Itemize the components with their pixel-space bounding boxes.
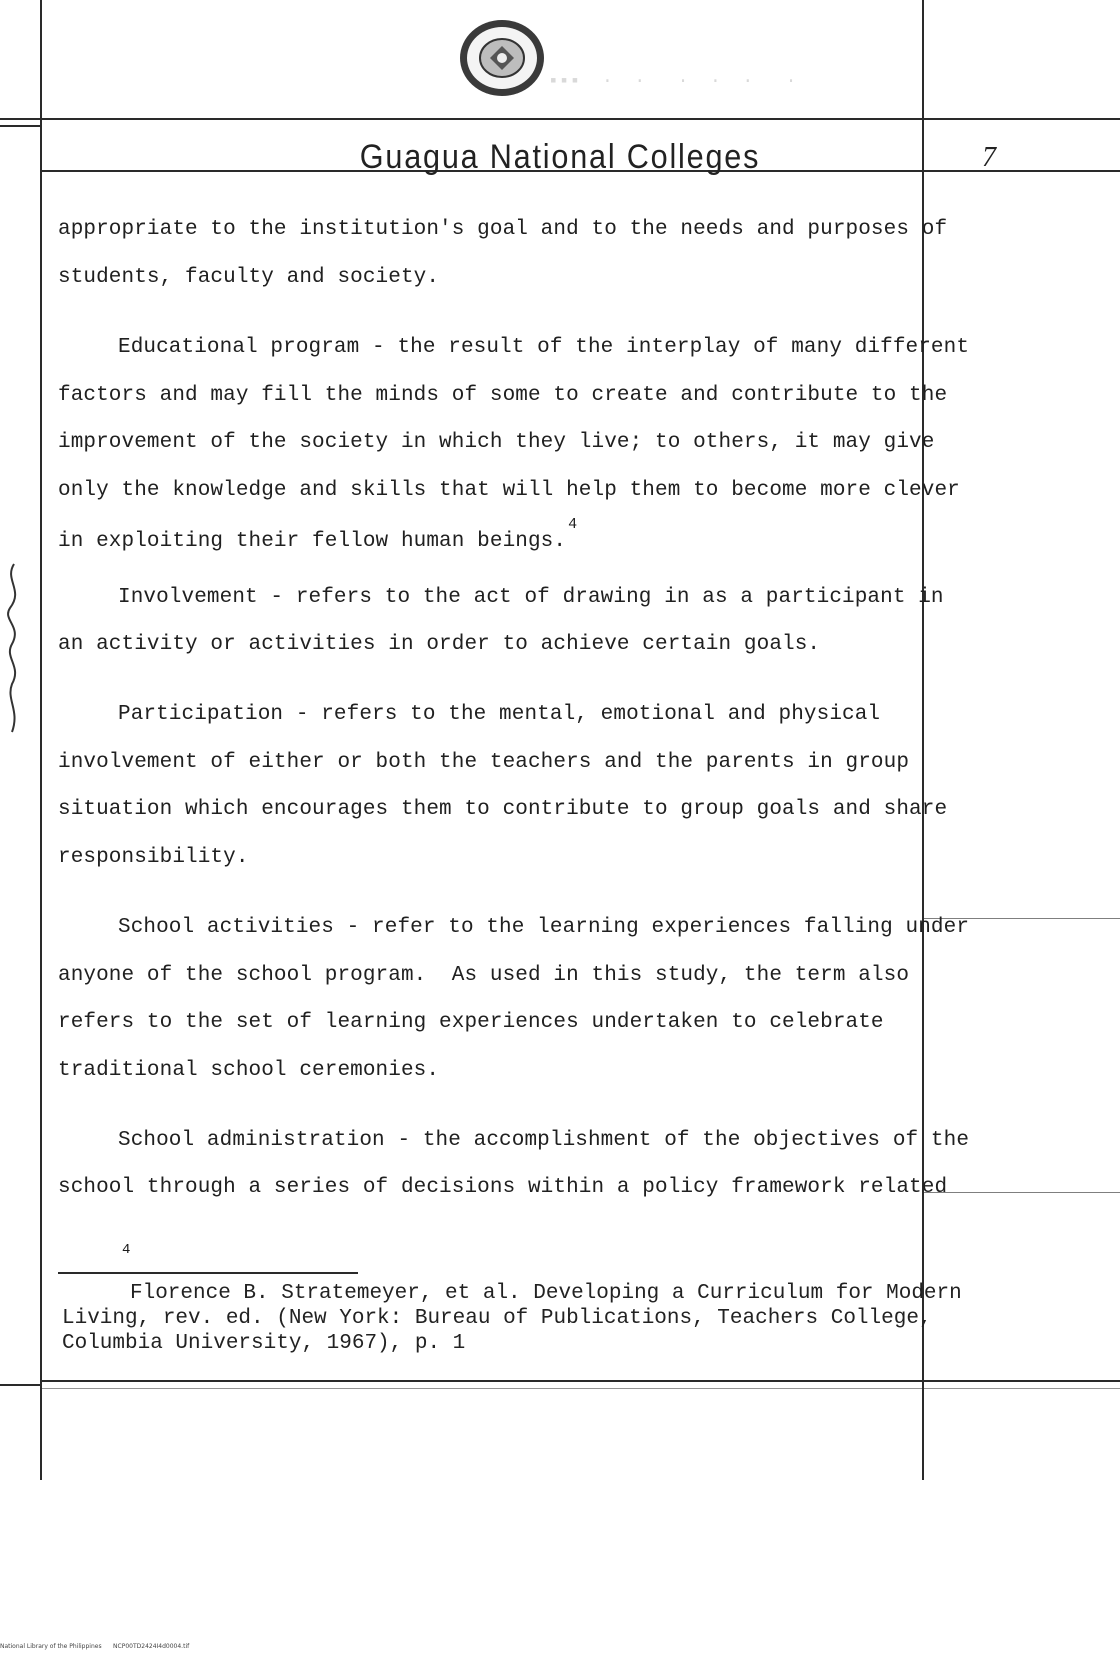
seal-lettering <box>0 0 14 1</box>
page-title: Guagua National Colleges <box>359 138 761 176</box>
footer-code: NCP00TD2424I4d0004.tif <box>113 1643 190 1650</box>
body-line: Participation - refers to the mental, emotional and physical <box>118 703 881 726</box>
handwritten-margin-mark-icon <box>0 560 30 740</box>
scan-footer <box>0 1643 189 1650</box>
footnote-line: Living, rev. ed. (New York: Bureau of Publications, Teachers College, <box>62 1307 932 1330</box>
left-margin-rule <box>40 0 42 1480</box>
footer-library: National Library of the Philippines <box>0 1643 102 1650</box>
footnote-divider <box>58 1272 358 1274</box>
body-line: anyone of the school program. As used in this study, the term also <box>58 964 910 987</box>
footnote-marker: 4 <box>122 1242 131 1258</box>
college-seal-icon <box>458 18 546 98</box>
body-line: Educational program - the result of the interplay of many different <box>118 336 970 359</box>
footnote-line: Florence B. Stratemeyer, et al. Developing a Curriculum for Modern <box>130 1282 962 1305</box>
body-line: refers to the set of learning experiences undertaken to celebrate <box>58 1011 884 1034</box>
body-line: students, faculty and society. <box>58 266 440 289</box>
body-line: traditional school ceremonies. <box>58 1059 440 1082</box>
left-stub-lower <box>0 1384 40 1386</box>
body-line: responsibility. <box>58 846 249 869</box>
footnote-reference: 4 <box>568 516 578 533</box>
body-line: involvement of either or both the teachers and the parents in group <box>58 751 910 774</box>
body-line: situation which encourages them to contribute to group goals and share <box>58 798 948 821</box>
body-line: school through a series of decisions within a policy framework related <box>58 1176 948 1199</box>
body-line-with-footnote <box>58 516 578 553</box>
body-line: an activity or activities in order to achieve certain goals. <box>58 633 821 656</box>
footer-rule-lower <box>40 1388 1120 1389</box>
bleed-through: ▪▪▪ · · · · · · <box>548 72 797 92</box>
body-line: only the knowledge and skills that will help them to become more clever <box>58 479 960 502</box>
body-line: appropriate to the institution's goal and to the needs and purposes of <box>58 218 948 241</box>
footnote-line: Columbia University, 1967), p. 1 <box>62 1332 466 1355</box>
body-line: School activities - refer to the learning experiences falling under <box>118 916 970 939</box>
footer-rule <box>40 1380 1120 1382</box>
right-stub-2 <box>924 1192 1120 1193</box>
body-line: in exploiting their fellow human beings. <box>58 530 567 553</box>
body-line: Involvement - refers to the act of drawing in as a participant in <box>118 586 944 609</box>
body-line: factors and may fill the minds of some to create and contribute to the <box>58 384 948 407</box>
left-header-stub <box>0 125 40 127</box>
body-line: improvement of the society in which they live; to others, it may give <box>58 431 935 454</box>
page-number: 7 <box>982 142 996 173</box>
body-line: School administration - the accomplishment of the objectives of the <box>118 1129 970 1152</box>
header-top-rule <box>0 118 1120 120</box>
